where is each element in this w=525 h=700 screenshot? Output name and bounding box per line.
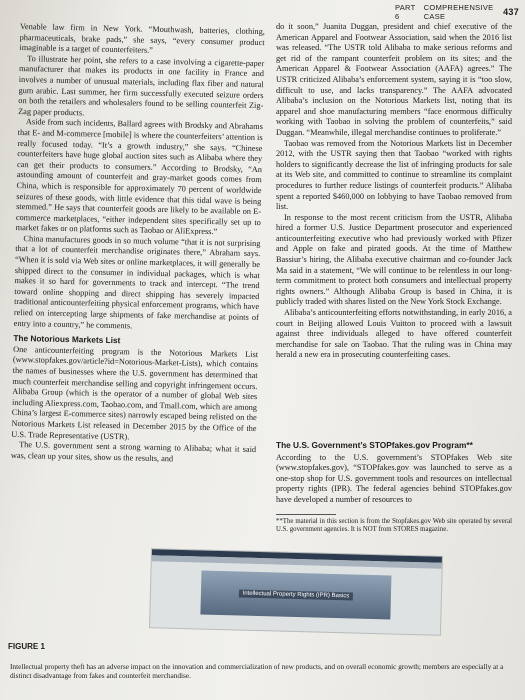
running-header [395, 4, 519, 20]
figure-caption [0, 636, 525, 700]
header-title: COMPREHENSIVE CASE [423, 3, 494, 21]
box-heading: The U.S. Government’s STOPfakes.gov Program** [276, 440, 473, 450]
box-text: According to the U.S. government’s STOPfakes Web site (www.stopfakes.gov), “STOPfakes.gov was launched to serve as a one-stop shop for U.S. government tools and resources on intellectual property rights (IPR). The federal agencies behind STOPfakes.gov have developed a number of resources to [276, 452, 512, 504]
stopfakes-section [276, 440, 512, 534]
paragraph: Taobao was removed from the Notorious Markets list in December 2012, with the USTR saying then that Taobao “worked with rights holders to significantly decrease the list of infringing products for sale at its Web site, and committed to continue to streamline its complaint procedures to further reduce listings of counterfeit products.” Alibaba spent a reported $460,000 on lobbying to have Taobao removed from list. [276, 138, 512, 212]
footnote: **The material in this section is from the Stopfakes.gov Web site operated by several U.S. government agencies. It is NOT from STORES magazine. [276, 517, 512, 533]
paragraph: Aside from such incidents, Ballard agrees with Brodsky and Abrahams that E- and M-commerce [mobile] is where the counterfeiters’ attention is really focused today. “It’s a growth industry,” she says. “Chinese counterfeiters have huge global auction sites such as Alibaba where they can get their products to consumers.” According to Brodsky, “An astounding amount of counterfeit and gray-market goods comes from China, which is responsible for approximately 70 percent of worldwide seizures of these goods, with little evidence that this tidal wave is being stemmed.” He says that counterfeit goods are likely to be available on E-commerce marketplaces, “either independent sites specifically set up to market fakes or on platforms such as Taobao or AliExpress.” [15, 117, 263, 237]
paragraph: China manufactures goods in so much volume “that it is not surprising that a lot of counterfeit merchandise originates there,” Abraham says. “When it is sold via Web sites or online marketplaces, it will generally be shipped direct to the consumer in individual packages, which is what makes it so hard for governments to track and intercept. “The trend toward online shopping and direct shipping has severely impacted traditional anticounterfeiting physical enforcement programs, which have relied on intercepting large shipments of fake merchandise at points of entry into a country,” he comments. [13, 233, 261, 331]
site-banner-image [200, 571, 391, 620]
footnote-divider [276, 514, 336, 515]
paragraph: In response to the most recent criticism from the USTR, Alibaba hired a former U.S. Justice Department prosecutor and experienced anticounterfeiting executive who had previously worked with Pfizer and Apple on fake and pirated goods. At the time of Matthew Bassiur’s hiring, the Alibaba executive chairman and co-founder Jack Ma said in a statement, “We will continue to be relentless in our long-term commitment to protect both consumers and intellectual property rights owners.” Although Alibaba Group is based in China, it is publicly traded with shares listed on the New York Stock Exchange. [276, 212, 512, 307]
paragraph: One anticounterfeiting program is the Notorious Markets List (www.stopfakes.gov/article?id=Notorious-Market-Lists), which contains the names of businesses where the U.S. government has determined that much counterfeit merchandise selling and copyright infringement occurs. Alibaba Group (which is the operator of a number of global Web sites including Aliexpress.com, Taobao.com, and Tmall.com, which are among China’s largest E-commerce sites) narrowly escaped being relisted on the Notorious Markets List released in December 2015 by the Office of the U.S. Trade Representative (USTR). [11, 344, 259, 441]
paragraph: Venable law firm in New York. “Mouthwash, batteries, clothing, pharmaceuticals, brake pads,” she says, “every consumer product imaginable is a target of counterfeiters.” [19, 22, 265, 55]
banner-text: Intellectual Property Rights (IPR) Basics [238, 589, 353, 600]
paragraph: Alibaba’s anticounterfeiting efforts notwithstanding, in early 2016, a court in Beijing allowed Louis Vuitton to proceed with a lawsuit against three individuals alleged to have offered counterfeit merchandise for sale on Taobao. That the ruling was in China may herald a new era in prosecuting counterfeiting cases. [276, 308, 512, 360]
page-number: 437 [503, 7, 519, 17]
paragraph: To illustrate her point, she refers to a case involving a cigarette-paper manufacturer that makes its products in one facility in France and involves a number of unusual materials, including flax fiber and natural gum arabic. Last summer, her firm successfully executed seizure orders on both the retailers and wholesalers found to be selling counterfeit Zig-Zag paper products. [18, 53, 265, 118]
paragraph: do it soon,” Juanita Duggan, president and chief executive of the American Apparel and Footwear Association, said when the 2016 list was released. “The USTR told Alibaba to make serious reforms and get rid of the rampant counterfeit problem on its sites; and the American Apparel & Footwear Association (AAFA) agrees.” The USTR criticized Alibaba’s enforcement system, saying it is “too slow, difficult to use, and lacks transparency.” The AAFA advocated Alibaba’s inclusion on the Notorious Markets list, noting that its apparel and shoe manufacturing members “face enormous difficulty working with Taobao in solving the problem of counterfeits,” said Duggan. “Meanwhile, illegal merchandise continues to proliferate.” [276, 22, 512, 137]
header-part: PART 6 [395, 3, 416, 21]
left-column [11, 22, 265, 466]
website-screenshot [149, 548, 443, 636]
section-heading: The Notorious Markets List [13, 333, 121, 346]
figure-caption-text: Intellectual property theft has an adverse impact on the innovation and commercialization of new products, and on overall economic growth; members are especially at a distinct disadvantage from fakes and counterfeit merchandise. [10, 662, 504, 680]
paragraph: The U.S. government sent a strong warning to Alibaba; what it said was, clean up your sites, show us the results, and [10, 440, 257, 464]
right-column [276, 22, 512, 361]
figure-label: FIGURE 1 [8, 642, 45, 651]
